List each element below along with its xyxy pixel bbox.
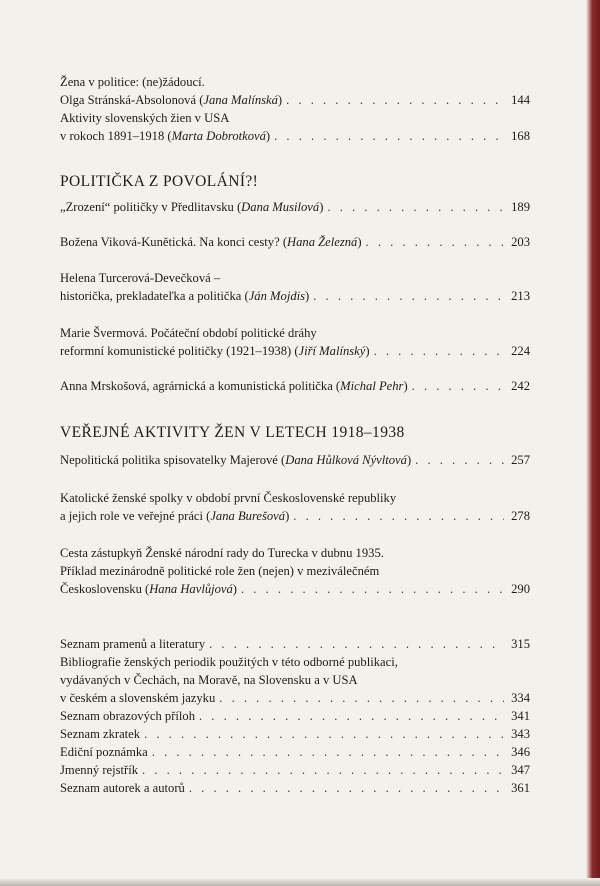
leader-dots — [189, 780, 504, 796]
leader-dots — [219, 690, 504, 706]
toc-page-number: 257 — [511, 453, 530, 467]
toc-entry-title: Bibliografie ženských periodik použitých v této odborné publikaci, — [60, 655, 398, 669]
toc-page-number: 290 — [511, 582, 530, 596]
toc-entry: v rokoch 1891–1918 (Marta Dobrotková) . . . 168 — [60, 128, 530, 144]
toc-page-number: 346 — [511, 745, 530, 759]
toc-entry-title: a jejich role ve veřejné práci ( — [60, 509, 211, 523]
toc-entry — [60, 744, 530, 760]
toc-page-number: 315 — [511, 637, 530, 651]
toc-entry: reformní komunistické političky (1921–1938) (Jiří Malínský) . . . 224 — [60, 343, 530, 359]
toc-entry-title: Anna Mrskošová, agrárnická a komunistická politička ( — [60, 379, 341, 393]
toc-entry — [60, 780, 530, 796]
toc-page-number: 343 — [511, 727, 530, 741]
toc-entry-author: Hana Havlůjová — [149, 582, 233, 596]
leader-dots — [274, 128, 504, 144]
leader-dots — [412, 378, 504, 394]
toc-entry-title: Helena Turcerová-Devečková – — [60, 271, 221, 285]
toc-entry: „Zrození“ političky v Předlitavsku (Dana Musilová) . . . 189 — [60, 199, 530, 215]
toc-entry-title: Božena Viková-Kunětická. Na konci cesty? ( — [60, 235, 288, 249]
toc-page-number: 213 — [511, 289, 530, 303]
toc-page-number: 347 — [511, 763, 530, 777]
toc-entry-title: Cesta zástupkyň Ženské národní rady do Turecka v dubnu 1935. — [60, 546, 384, 560]
toc-page-number: 168 — [511, 129, 530, 143]
toc-entry-title: Seznam zkratek — [60, 727, 141, 741]
toc-page-number: 144 — [511, 93, 530, 107]
toc-entry-title: Katolické ženské spolky v období první Československé republiky — [60, 491, 397, 505]
toc-page-number: 334 — [511, 691, 530, 705]
toc-entry: historička, prekladateľka a politička (Ján Mojdis) . . . 213 — [60, 288, 530, 304]
toc-entry — [60, 708, 530, 724]
toc-page-number: 242 — [511, 379, 530, 393]
toc-page-number: 341 — [511, 709, 530, 723]
toc-entry: a jejich role ve veřejné práci (Jana Burešová) . . . 278 — [60, 508, 530, 524]
leader-dots — [209, 636, 504, 652]
toc-entry: Olga Stránská-Absolonová (Jana Malínská) . . . 144 — [60, 92, 530, 108]
toc-page-number: 361 — [511, 781, 530, 795]
page-shadow — [0, 878, 600, 886]
toc-entry-title: Seznam autorek a autorů — [60, 781, 185, 795]
leader-dots — [142, 762, 504, 778]
leader-dots — [286, 92, 504, 108]
toc-entry-author: Marta Dobrotková — [171, 129, 266, 143]
book-cover-edge — [586, 0, 600, 886]
toc-entry: Nepolitická politika spisovatelky Majerové (Dana Hůlková Nývltová) . . . 257 — [60, 452, 530, 468]
leader-dots — [241, 581, 504, 597]
toc-page-number: 278 — [511, 509, 530, 523]
toc-entry-title: Aktivity slovenských žien v USA — [60, 111, 230, 125]
toc-entry-title: Seznam obrazových příloh — [60, 709, 195, 723]
toc-entry-title: v rokoch 1891–1918 ( — [60, 129, 172, 143]
toc-entry-author: Jana Burešová — [210, 509, 286, 523]
toc-entry: Anna Mrskošová, agrárnická a komunistická politička (Michal Pehr) . . . 242 — [60, 378, 530, 394]
toc-page-number: 203 — [511, 235, 530, 249]
toc-entry-title: Žena v politice: (ne)žádoucí. — [60, 75, 205, 89]
toc-entry-title: Olga Stránská-Absolonová ( — [60, 93, 204, 107]
toc-entry-title: Seznam pramenů a literatury — [60, 637, 206, 651]
toc-entry — [60, 690, 530, 706]
leader-dots — [199, 708, 504, 724]
toc-entry-title: Jmenný rejstřík — [60, 763, 138, 777]
leader-dots — [327, 199, 504, 215]
toc-entry-author: Dana Hůlková Nývltová — [285, 453, 407, 467]
toc-page-number: 189 — [511, 200, 530, 214]
toc-entry-title: Marie Švermová. Počáteční období politické dráhy — [60, 326, 317, 340]
toc-entry-title: vydávaných v Čechách, na Moravě, na Slovensku a v USA — [60, 673, 358, 687]
leader-dots — [144, 726, 504, 742]
toc-entry — [60, 636, 530, 652]
toc-entry-author: Dana Musilová — [241, 200, 320, 214]
toc-entry-title: reformní komunistické političky (1921–1938) ( — [60, 344, 299, 358]
section-heading: VEŘEJNÉ AKTIVITY ŽEN V LETECH 1918–1938 — [60, 424, 405, 441]
toc-entry-title: Ediční poznámka — [60, 745, 148, 759]
toc-entry-title: Nepolitická politika spisovatelky Majerové ( — [60, 453, 286, 467]
section-heading: POLITIČKA Z POVOLÁNÍ?! — [60, 173, 259, 190]
toc-entry-title: Československu ( — [60, 582, 150, 596]
toc-entry — [60, 762, 530, 778]
leader-dots — [415, 452, 504, 468]
toc-entry-author: Jana Malínská — [203, 93, 278, 107]
toc-entry: Božena Viková-Kunětická. Na konci cesty? (Hana Železná) . . . 203 — [60, 234, 530, 250]
toc-entry — [60, 726, 530, 742]
toc-page-number: 224 — [511, 344, 530, 358]
toc-entry-title: historička, prekladateľka a politička ( — [60, 289, 249, 303]
leader-dots — [152, 744, 504, 760]
leader-dots — [366, 234, 504, 250]
leader-dots — [374, 343, 504, 359]
toc-entry-author: Michal Pehr — [340, 379, 404, 393]
toc-entry: Československu (Hana Havlůjová) . . . 290 — [60, 581, 530, 597]
toc-entry-author: Hana Železná — [287, 235, 358, 249]
leader-dots — [313, 288, 504, 304]
toc-entry-title: v českém a slovenském jazyku — [60, 691, 216, 705]
toc-entry-title: Příklad mezinárodně politické role žen (nejen) v meziválečném — [60, 564, 380, 578]
toc-entry-author: Jiří Malínský — [298, 344, 366, 358]
leader-dots — [293, 508, 504, 524]
toc-entry-author: Ján Mojdis — [248, 289, 306, 303]
toc-entry-title: „Zrození“ političky v Předlitavsku ( — [60, 200, 242, 214]
